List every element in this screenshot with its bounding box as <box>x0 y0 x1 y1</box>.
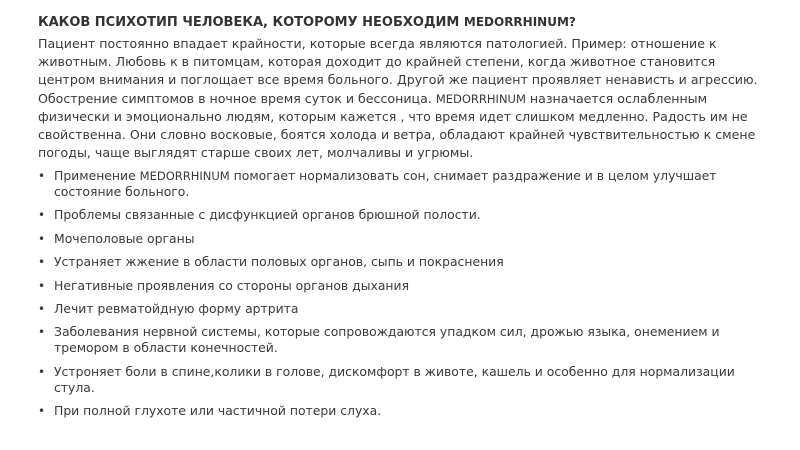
slide-title-text: КАКОВ ПСИХОТИП ЧЕЛОВЕКА, КОТОРОМУ НЕОБХОДИМ <box>38 15 460 30</box>
bullet-item <box>38 364 738 396</box>
slide-title-brand: MEDORRHINUM? <box>463 15 576 29</box>
bullet-item <box>38 278 738 294</box>
bullet-text-tail: помогает нормализовать сон, снимает раздражение и в целом улучшает состояние больного. <box>54 168 717 199</box>
bullet-item <box>38 254 738 270</box>
bullet-dot-icon: • <box>38 325 46 340</box>
bullet-dot-icon: • <box>38 231 46 246</box>
bullet-text: При полной глухоте или частичной потери слуха. <box>54 403 382 419</box>
bullet-dot-icon: • <box>38 255 46 270</box>
bullet-text: Заболевания нервной системы, которые сопровождаются упадком сил, дрожью языка, онемением и тремором в области конечностей. <box>54 324 720 356</box>
bullet-dot-icon: • <box>38 169 46 183</box>
bullet-item <box>38 207 738 223</box>
bullet-dot-icon: • <box>38 404 46 419</box>
slide-title <box>38 14 778 31</box>
bullet-dot-icon: • <box>38 301 46 316</box>
bullet-dot-icon: • <box>38 364 46 379</box>
intro-text-part1: Пациент постоянно впадает крайности, которые всегда являются патологией. Пример: отношение к животным. Любовь к в питомцам, которая доходит до крайней степени, когда животное становится центром внимания и поглощает все время больного. Другой же пациент проявляет ненависть и агрессию. Обострение симптомов в ночное время суток и бессоница. <box>38 36 758 106</box>
bullet-text: Лечит ревматойдную форму артрита <box>54 300 299 316</box>
bullet-dot-icon: • <box>38 208 46 223</box>
bullet-text: Проблемы связанные с дисфункцией органов брюшной полости. <box>54 207 481 223</box>
bullet-item <box>38 231 738 247</box>
bullet-text: Мочеполовые органы <box>54 230 195 246</box>
intro-text-part2: назначается ослабленным физически и эмоционально людям, которым кажется , что время идет слишком медленно. Радость им не свойственна. Они словно восковые, боятся холода и ветра, обладают крайней чувствительностью к смене погоды, чаще выглядят старше своих лет, молчаливы и угрюмы. <box>38 90 756 161</box>
bullet-text: Негативные проявления со стороны органов дыхания <box>54 277 410 293</box>
bullet-list <box>38 168 738 427</box>
bullet-dot-icon: • <box>38 278 46 293</box>
intro-paragraph <box>38 35 758 162</box>
bullet-text: Устраняет жжение в области половых органов, сыпь и покраснения <box>54 254 504 270</box>
bullet-text: Устроняет боли в спине,колики в голове, дискомфорт в животе, кашель и особенно для нормализации стула. <box>54 363 735 395</box>
bullet-item <box>38 403 738 419</box>
bullet-brand: MEDORRHINUM <box>139 169 230 183</box>
intro-brand: MEDORRHINUM <box>435 91 526 106</box>
bullet-text: Применение <box>54 168 140 183</box>
bullet-item <box>38 301 738 317</box>
bullet-item <box>38 168 738 200</box>
bullet-item <box>38 324 738 356</box>
